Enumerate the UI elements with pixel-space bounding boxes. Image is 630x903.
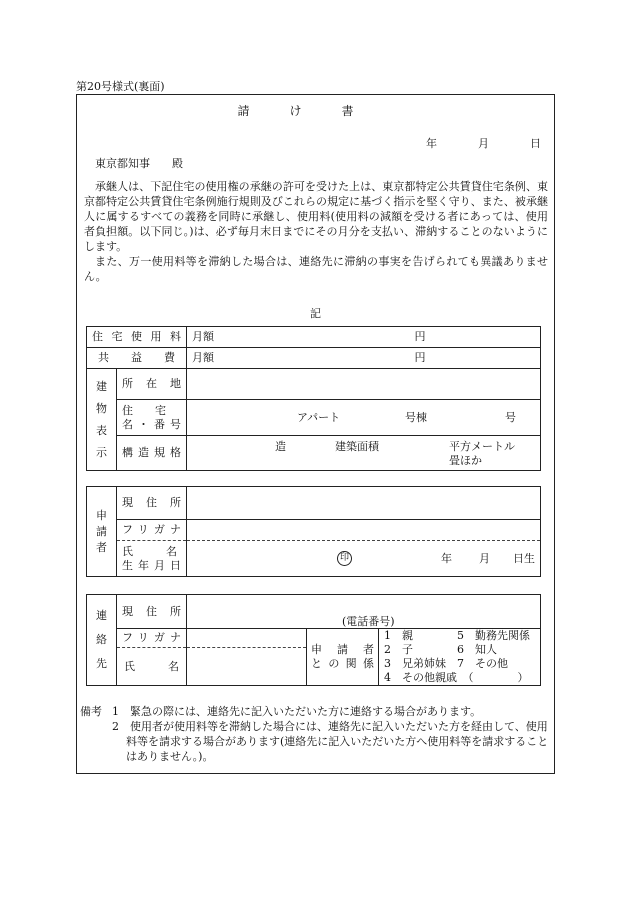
birth-month: 月 — [479, 552, 490, 565]
pledge-paragraph-2: また、万一使用料等を滞納した場合は、連絡先に滞納の事実を告げられても異議ありません。 — [84, 255, 548, 283]
applicant-name-label: 氏 名 生年月日 — [117, 541, 187, 577]
contact-furigana-field[interactable] — [187, 629, 307, 648]
structure-label: 構造規格 — [117, 436, 187, 471]
date-line — [426, 137, 541, 151]
house-name-label: 住 宅 名・番号 — [117, 400, 187, 436]
sqm-text: 平方メートル — [449, 440, 515, 453]
contact-name-label: 氏名 — [117, 648, 187, 686]
zou-text: 造 — [275, 440, 286, 453]
date-year: 年 — [426, 137, 437, 150]
common-fee-label: 共益費 — [87, 348, 187, 369]
remarks-label: 備考 — [80, 705, 102, 718]
contact-side-label: 連 絡 先 — [87, 595, 117, 686]
date-month: 月 — [478, 137, 489, 150]
structure-field[interactable] — [187, 436, 541, 471]
relation-option-4: 4 その他親戚 （ ） — [384, 671, 529, 684]
applicant-table — [86, 486, 541, 577]
applicant-address-field[interactable] — [187, 487, 541, 520]
remark-1: 1 緊急の際には、連絡先に記入いただいた方に連絡する場合があります。 — [112, 705, 482, 718]
applicant-furigana-label: フリガナ — [117, 520, 187, 541]
pledge-paragraph-1: 承継人は、下記住宅の使用権の承継の許可を受けた上は、東京都特定公共賃貸住宅条例、東京都特定公共賃貸住宅条例施行規則及びこれらの規定に基づく指示を堅く守り、また、被承継人に属するすべての義務を同時に承継し、使用料(使用料の減額を受ける者にあっては、使用者負担額。以下同じ。)は、必ず毎月末日までにその月分を支払い、滞納することのないようにします。 — [84, 180, 548, 253]
date-day: 日 — [530, 137, 541, 150]
contact-furigana-label: フリガナ — [117, 629, 187, 648]
location-field[interactable] — [187, 369, 541, 400]
applicant-side-label: 申 請 者 — [87, 487, 117, 577]
form-number: 第20号様式(裏面) — [76, 80, 165, 93]
applicant-furigana-field[interactable] — [187, 520, 541, 541]
house-name-field[interactable] — [187, 400, 541, 436]
seal-mark: 印 — [337, 551, 352, 566]
applicant-name-field[interactable] — [187, 541, 541, 577]
rent-label: 住宅使用料 — [87, 327, 187, 348]
floor-area-text: 建築面積 — [335, 440, 379, 453]
relation-options[interactable] — [379, 629, 541, 686]
building-side-label: 建 物 表 示 — [87, 369, 117, 471]
birth-day: 日生 — [513, 552, 535, 565]
rent-monthly: 月額 — [192, 330, 214, 344]
apartment-text: アパート — [297, 411, 341, 424]
building-no-text: 号棟 — [405, 411, 427, 424]
room-no-text: 号 — [505, 411, 516, 424]
phone-label: (電話番号) — [342, 615, 395, 628]
contact-address-field[interactable] — [187, 595, 541, 629]
relation-label: 申 請 者 との関係 — [307, 629, 379, 686]
relation-option-3: 3 兄弟姉妹 7 その他 — [384, 657, 508, 670]
contact-name-field[interactable] — [187, 648, 307, 686]
rent-field[interactable] — [187, 327, 541, 348]
document-title: 請け書 — [237, 104, 394, 118]
common-fee-row — [87, 348, 541, 369]
pledge-text — [84, 179, 548, 284]
contact-table — [86, 594, 541, 686]
relation-option-1: 1 親 5 勤務先関係 — [384, 629, 530, 642]
rent-yen: 円 — [414, 330, 426, 344]
addressee: 東京都知事 殿 — [95, 157, 183, 170]
remark-2: 2 使用者が使用料等を滞納した場合には、連絡先に記入いただいた方を経由して、使用料等を請求する場合があります(連絡先に記入いただいた方へ使用料等を請求することはありません。)。 — [112, 720, 549, 763]
common-fee-field[interactable] — [187, 348, 541, 369]
contact-address-label: 現住所 — [117, 595, 187, 629]
birth-year: 年 — [441, 552, 452, 565]
remarks — [80, 704, 550, 764]
housing-table — [86, 326, 541, 369]
location-label: 所在地 — [117, 369, 187, 400]
tatami-text: 畳ほか — [449, 454, 482, 467]
common-monthly: 月額 — [192, 351, 214, 365]
ki-heading: 記 — [310, 307, 321, 320]
relation-option-2: 2 子 6 知人 — [384, 643, 497, 656]
applicant-address-label: 現住所 — [117, 487, 187, 520]
building-table — [86, 368, 541, 471]
common-yen: 円 — [414, 351, 426, 365]
rent-row — [87, 327, 541, 348]
